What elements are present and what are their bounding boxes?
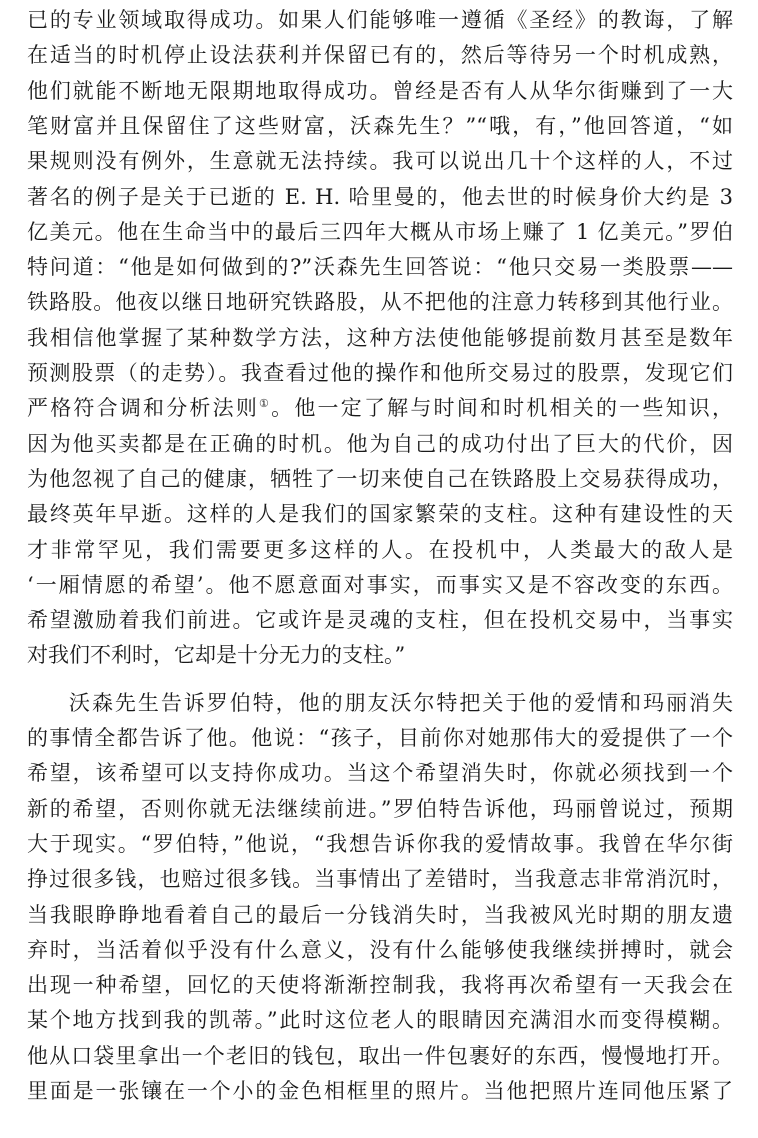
text-line-with-footnote (27, 390, 733, 426)
text-line: 已的专业领域取得成功。如果人们能够唯一遵循《圣经》的教诲，了解 (27, 8, 733, 32)
text-line: 出现一种希望，回忆的天使将渐渐控制我，我将再次希望有一天我会在 (27, 973, 733, 998)
text-segment: 严格符合调和分析法则 (27, 396, 260, 421)
text-line: 铁路股。他夜以继日地研究铁路股，从不把他的注意力转移到其他行业。 (27, 290, 733, 315)
text-line: 新的希望，否则你就无法继续前进。”罗伯特告诉他，玛丽曾说过，预期 (27, 796, 733, 821)
text-line: 预测股票（的走势）。我查看过他的操作和他所交易过的股票，发现它们 (27, 361, 733, 385)
text-line: 沃森先生告诉罗伯特，他的朋友沃尔特把关于他的爱情和玛丽消失 (69, 690, 733, 715)
text-line: 才非常罕见，我们需要更多这样的人。在投机中，人类最大的敌人是 (27, 537, 733, 562)
book-page (27, 0, 737, 1138)
text-line: 的事情全都告诉了他。他说：“孩子，目前你对她那伟大的爱提供了一个 (27, 726, 733, 750)
text-line: 著名的例子是关于已逝的 E. H. 哈里曼的，他去世的时候身价大约是 3 (27, 184, 733, 209)
text-line: 我相信他掌握了某种数学方法，这种方法使他能够提前数月甚至是数年 (27, 325, 733, 350)
text-line: 里面是一张镶在一个小的金色相框里的照片。当他把照片连同他压紧了 (27, 1079, 733, 1103)
text-line: 果规则没有例外，生意就无法持续。我可以说出几十个这样的人，不过 (27, 149, 733, 174)
text-line: ‘一厢情愿的希望’。他不愿意面对事实，而事实又是不容改变的东西。 (27, 572, 733, 597)
text-line: 对我们不利时，它却是十分无力的支柱。” (27, 643, 406, 668)
text-line: 笔财富并且保留住了这些财富，沃森先生？”“哦，有，”他回答道，“如 (27, 113, 733, 138)
text-line: 希望激励着我们前进。它或许是灵魂的支柱，但在投机交易中，当事实 (27, 608, 733, 633)
text-line: 希望，该希望可以支持你成功。当这个希望消失时，你就必须找到一个 (27, 761, 733, 786)
text-line: 某个地方找到我的凯蒂。”此时这位老人的眼睛因充满泪水而变得模糊。 (27, 1008, 733, 1033)
text-line: 他们就能不断地无限期地取得成功。曾经是否有人从华尔街赚到了一大 (27, 78, 733, 103)
text-line: 他从口袋里拿出一个老旧的钱包，取出一件包裹好的东西，慢慢地打开。 (27, 1043, 733, 1068)
text-line: 为他忽视了自己的健康，牺牲了一切来使自己在铁路股上交易获得成功， (27, 466, 733, 491)
text-line: 当我眼睁睁地看着自己的最后一分钱消失时，当我被风光时期的朋友遗 (27, 902, 733, 927)
text-line: 在适当的时机停止设法获利并保留已有的，然后等待另一个时机成熟， (27, 43, 733, 68)
text-line: 因为他买卖都是在正确的时机。他为自己的成功付出了巨大的代价，因 (27, 431, 733, 456)
footnote-marker: ① (259, 397, 272, 411)
text-line: 挣过很多钱，也赔过很多钱。当事情出了差错时，当我意志非常消沉时， (27, 867, 733, 892)
text-line: 特问道：“他是如何做到的?”沃森先生回答说：“他只交易一类股票—— (27, 255, 733, 280)
text-line: 弃时，当活着似乎没有什么意义，没有什么能够使我继续拼搏时，就会 (27, 937, 733, 962)
text-segment: 。他一定了解与时间和时机相关的一些知识， (271, 396, 733, 421)
text-line: 亿美元。他在生命当中的最后三四年大概从市场上赚了 1 亿美元。”罗伯 (27, 219, 733, 244)
text-line: 大于现实。“罗伯特，”他说，“我想告诉你我的爱情故事。我曾在华尔街 (27, 831, 733, 856)
text-line: 最终英年早逝。这样的人是我们的国家繁荣的支柱。这种有建设性的天 (27, 502, 733, 527)
